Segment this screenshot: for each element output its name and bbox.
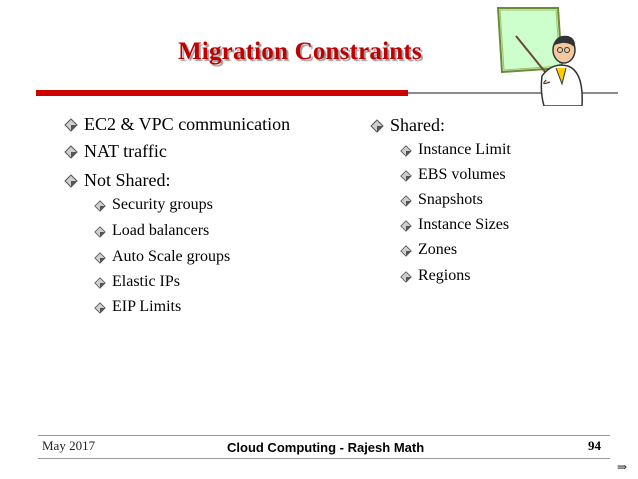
footer-date: May 2017 bbox=[42, 438, 96, 453]
presenter-clipart bbox=[480, 6, 590, 106]
title-underline-red bbox=[36, 90, 408, 96]
diamond-bullet-icon bbox=[64, 174, 78, 188]
diamond-bullet-icon bbox=[94, 302, 106, 314]
diamond-bullet-icon bbox=[400, 145, 412, 157]
diamond-bullet-icon bbox=[400, 271, 412, 283]
diamond-bullet-icon bbox=[400, 220, 412, 232]
diamond-bullet-icon bbox=[94, 226, 106, 238]
diamond-bullet-icon bbox=[94, 252, 106, 264]
diamond-bullet-icon bbox=[94, 200, 106, 212]
diamond-bullet-icon bbox=[370, 119, 384, 133]
footer-top-rule bbox=[38, 435, 610, 436]
slide-title: Migration Constraints bbox=[178, 38, 422, 65]
diamond-bullet-icon bbox=[94, 277, 106, 289]
diamond-bullet-icon bbox=[400, 195, 412, 207]
diamond-bullet-icon bbox=[64, 118, 78, 132]
page-number: 94 bbox=[588, 438, 601, 453]
diamond-bullet-icon bbox=[64, 145, 78, 159]
footer-title: Cloud Computing - Rajesh Math bbox=[227, 440, 425, 455]
diamond-bullet-icon bbox=[400, 245, 412, 257]
diamond-bullet-icon bbox=[400, 170, 412, 182]
next-slide-arrow-icon[interactable]: ⇒ bbox=[617, 460, 628, 474]
footer-bottom-rule bbox=[38, 458, 610, 459]
